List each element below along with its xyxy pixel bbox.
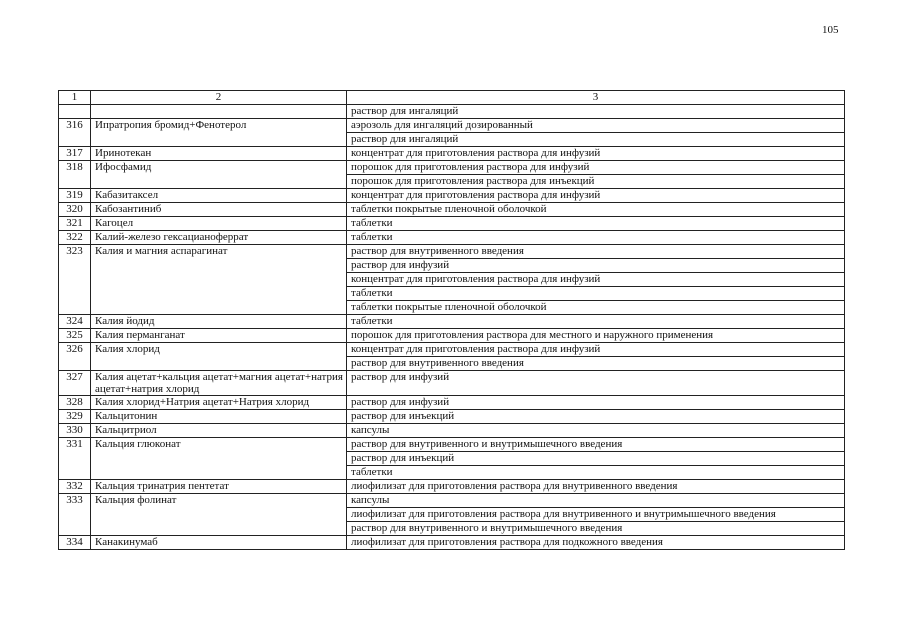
dosage-form: лиофилизат для приготовления раствора для подкожного введения — [347, 536, 845, 550]
row-number: 332 — [59, 480, 91, 494]
dosage-form: таблетки — [347, 287, 845, 301]
row-number: 316 — [59, 119, 91, 147]
drug-name: Кагоцел — [91, 217, 347, 231]
dosage-form: лиофилизат для приготовления раствора для внутривенного введения — [347, 480, 845, 494]
row-number: 333 — [59, 494, 91, 536]
drug-name: Калия хлорид — [91, 343, 347, 371]
drug-name: Кальция фолинат — [91, 494, 347, 536]
page-number: 105 — [822, 24, 839, 36]
table-row — [59, 396, 845, 410]
dosage-form: раствор для инъекций — [347, 410, 845, 424]
dosage-form: раствор для инфузий — [347, 259, 845, 273]
dosage-form: раствор для внутривенного введения — [347, 245, 845, 259]
dosage-form: раствор для инфузий — [347, 371, 845, 396]
row-number: 318 — [59, 161, 91, 189]
drug-name: Кабозантиниб — [91, 203, 347, 217]
table-row — [59, 494, 845, 508]
dosage-form: таблетки — [347, 231, 845, 245]
dosage-form: раствор для инфузий — [347, 396, 845, 410]
drug-name: Калия ацетат+кальция ацетат+магния ацетат+натрия ацетат+натрия хлорид — [91, 371, 347, 396]
row-number: 323 — [59, 245, 91, 315]
table-header-row — [59, 91, 845, 105]
drug-name — [91, 105, 347, 119]
dosage-form: таблетки — [347, 217, 845, 231]
table-row — [59, 371, 845, 396]
table-row — [59, 315, 845, 329]
row-number: 327 — [59, 371, 91, 396]
row-number: 330 — [59, 424, 91, 438]
row-number: 319 — [59, 189, 91, 203]
drug-name: Калия и магния аспарагинат — [91, 245, 347, 315]
dosage-form: аэрозоль для ингаляций дозированный — [347, 119, 845, 133]
table-body — [59, 105, 845, 550]
table-row — [59, 438, 845, 452]
row-number: 324 — [59, 315, 91, 329]
dosage-form: концентрат для приготовления раствора для инфузий — [347, 147, 845, 161]
drug-name: Кальцитриол — [91, 424, 347, 438]
dosage-form: таблетки покрытые пленочной оболочкой — [347, 203, 845, 217]
table-row — [59, 245, 845, 259]
dosage-form: таблетки покрытые пленочной оболочкой — [347, 301, 845, 315]
column-header-number: 1 — [59, 91, 91, 105]
table-row — [59, 343, 845, 357]
row-number: 320 — [59, 203, 91, 217]
dosage-form: раствор для внутривенного и внутримышечного введения — [347, 438, 845, 452]
column-header-forms: 3 — [347, 91, 845, 105]
dosage-form: капсулы — [347, 424, 845, 438]
drug-name: Калия хлорид+Натрия ацетат+Натрия хлорид — [91, 396, 347, 410]
drug-name: Кальция глюконат — [91, 438, 347, 480]
table-row — [59, 147, 845, 161]
table-row — [59, 119, 845, 133]
row-number: 317 — [59, 147, 91, 161]
dosage-form: раствор для инъекций — [347, 452, 845, 466]
drug-name: Калий-железо гексацианоферрат — [91, 231, 347, 245]
row-number: 325 — [59, 329, 91, 343]
row-number: 321 — [59, 217, 91, 231]
table-row — [59, 161, 845, 175]
drug-name: Ифосфамид — [91, 161, 347, 189]
drug-table — [58, 90, 845, 550]
row-number: 322 — [59, 231, 91, 245]
dosage-form: таблетки — [347, 315, 845, 329]
table-row — [59, 480, 845, 494]
drug-name: Кальцитонин — [91, 410, 347, 424]
table-row — [59, 410, 845, 424]
dosage-form: раствор для внутривенного и внутримышечного введения — [347, 522, 845, 536]
drug-name: Кабазитаксел — [91, 189, 347, 203]
dosage-form: лиофилизат для приготовления раствора для внутривенного и внутримышечного введения — [347, 508, 845, 522]
dosage-form: порошок для приготовления раствора для местного и наружного применения — [347, 329, 845, 343]
dosage-form: концентрат для приготовления раствора для инфузий — [347, 343, 845, 357]
row-number: 334 — [59, 536, 91, 550]
dosage-form: концентрат для приготовления раствора для инфузий — [347, 189, 845, 203]
row-number: 331 — [59, 438, 91, 480]
dosage-form: раствор для ингаляций — [347, 105, 845, 119]
drug-name: Канакинумаб — [91, 536, 347, 550]
drug-name: Иринотекан — [91, 147, 347, 161]
drug-name: Кальция тринатрия пентетат — [91, 480, 347, 494]
dosage-form: таблетки — [347, 466, 845, 480]
dosage-form: раствор для внутривенного введения — [347, 357, 845, 371]
table-row — [59, 217, 845, 231]
table-row — [59, 231, 845, 245]
dosage-form: концентрат для приготовления раствора для инфузий — [347, 273, 845, 287]
dosage-form: порошок для приготовления раствора для инфузий — [347, 161, 845, 175]
table-row — [59, 329, 845, 343]
row-number: 329 — [59, 410, 91, 424]
table-row — [59, 536, 845, 550]
drug-name: Ипратропия бромид+Фенотерол — [91, 119, 347, 147]
drug-name: Калия перманганат — [91, 329, 347, 343]
table-row — [59, 189, 845, 203]
table-row — [59, 424, 845, 438]
table-row — [59, 105, 845, 119]
dosage-form: порошок для приготовления раствора для инъекций — [347, 175, 845, 189]
table-row — [59, 203, 845, 217]
dosage-form: раствор для ингаляций — [347, 133, 845, 147]
row-number — [59, 105, 91, 119]
row-number: 326 — [59, 343, 91, 371]
drug-name: Калия йодид — [91, 315, 347, 329]
column-header-name: 2 — [91, 91, 347, 105]
row-number: 328 — [59, 396, 91, 410]
dosage-form: капсулы — [347, 494, 845, 508]
